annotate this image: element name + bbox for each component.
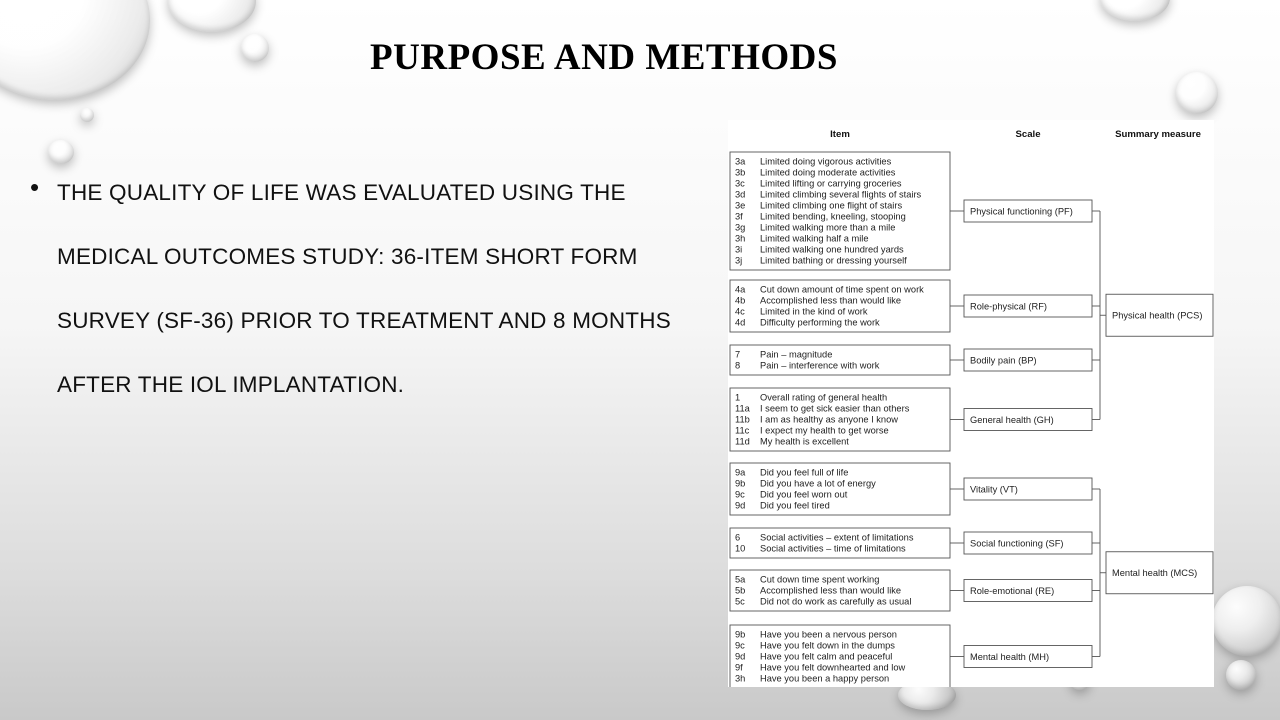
item-code: 5c <box>735 596 745 607</box>
item-code: 3b <box>735 167 746 178</box>
item-text: My health is excellent <box>760 436 849 447</box>
item-text: Did you feel full of life <box>760 467 849 478</box>
item-text: Pain – interference with work <box>760 360 880 371</box>
item-code: 3e <box>735 200 746 211</box>
item-code: 3c <box>735 178 745 189</box>
scale-label: Social functioning (SF) <box>970 538 1064 549</box>
bubble-decoration <box>1226 660 1256 690</box>
item-code: 4c <box>735 306 745 317</box>
scale-label: General health (GH) <box>970 414 1054 425</box>
scale-label: Role-physical (RF) <box>970 301 1047 312</box>
item-text: Have you been a happy person <box>760 673 890 684</box>
item-code: 7 <box>735 349 741 360</box>
item-text: Limited walking more than a mile <box>760 222 896 233</box>
header-item: Item <box>830 129 850 140</box>
item-code: 9d <box>735 500 746 511</box>
item-code: 9b <box>735 478 746 489</box>
scale-label: Role-emotional (RE) <box>970 585 1055 596</box>
header-summary: Summary measure <box>1115 129 1201 140</box>
item-text: Did you feel worn out <box>760 489 848 500</box>
scale-label: Vitality (VT) <box>970 484 1018 495</box>
bubble-decoration <box>1100 0 1170 21</box>
scale-label: Mental health (MH) <box>970 651 1050 662</box>
item-text: Did you have a lot of energy <box>760 478 876 489</box>
item-code: 3h <box>735 673 746 684</box>
sf36-diagram-svg <box>728 120 1214 687</box>
item-code: 4d <box>735 317 746 328</box>
scale-label: Bodily pain (BP) <box>970 355 1037 366</box>
item-text: Pain – magnitude <box>760 349 833 360</box>
item-code: 1 <box>735 392 741 403</box>
item-code: 9f <box>735 662 743 673</box>
item-code: 9d <box>735 651 746 662</box>
page-title: PURPOSE AND METHODS <box>370 37 838 78</box>
bullet-line: MEDICAL OUTCOMES STUDY: 36-ITEM SHORT FORM <box>57 244 638 269</box>
item-text: Have you been a nervous person <box>760 629 897 640</box>
item-text: Have you felt down in the dumps <box>760 640 895 651</box>
item-code: 4a <box>735 284 746 295</box>
item-code: 11b <box>735 414 750 425</box>
item-text: Limited walking half a mile <box>760 233 869 244</box>
item-code: 8 <box>735 360 741 371</box>
item-code: 3i <box>735 244 743 255</box>
bullet-line: SURVEY (SF-36) PRIOR TO TREATMENT AND 8 MONTHS <box>57 308 671 333</box>
item-text: Did you feel tired <box>760 500 830 511</box>
item-code: 9c <box>735 489 745 500</box>
item-code: 3g <box>735 222 746 233</box>
summary-label: Physical health (PCS) <box>1112 310 1203 321</box>
scale-label: Physical functioning (PF) <box>970 206 1073 217</box>
bubble-decoration <box>48 140 74 164</box>
item-code: 9c <box>735 640 745 651</box>
item-text: I expect my health to get worse <box>760 425 889 436</box>
item-text: Limited in the kind of work <box>760 306 868 317</box>
sf36-structure-diagram <box>728 120 1214 687</box>
item-text: Accomplished less than would like <box>760 585 902 596</box>
item-code: 10 <box>735 543 746 554</box>
bubble-decoration <box>80 108 94 122</box>
item-code: 9a <box>735 467 746 478</box>
item-text: Did not do work as carefully as usual <box>760 596 912 607</box>
item-text: Limited lifting or carrying groceries <box>760 178 902 189</box>
item-text: Have you felt calm and peaceful <box>760 651 893 662</box>
item-text: Have you felt downhearted and low <box>760 662 906 673</box>
summary-label: Mental health (MCS) <box>1112 568 1198 579</box>
item-code: 5b <box>735 585 746 596</box>
item-text: Limited bathing or dressing yourself <box>760 255 907 266</box>
bubble-decoration <box>168 0 256 32</box>
item-code: 11c <box>735 425 750 436</box>
item-code: 3d <box>735 189 746 200</box>
item-text: Difficulty performing the work <box>760 317 880 328</box>
item-text: Overall rating of general health <box>760 392 888 403</box>
item-code: 3h <box>735 233 746 244</box>
item-text: Limited doing moderate activities <box>760 167 896 178</box>
bullet-line: AFTER THE IOL IMPLANTATION. <box>57 372 405 397</box>
item-code: 3f <box>735 211 743 222</box>
header-scale: Scale <box>1015 129 1041 140</box>
item-code: 4b <box>735 295 746 306</box>
item-code: 5a <box>735 574 746 585</box>
item-text: Accomplished less than would like <box>760 295 902 306</box>
item-text: Limited climbing several flights of stairs <box>760 189 922 200</box>
item-text: I am as healthy as anyone I know <box>760 414 898 425</box>
item-code: 11a <box>735 403 750 414</box>
item-text: Limited bending, kneeling, stooping <box>760 211 906 222</box>
item-code: 3a <box>735 156 746 167</box>
bubble-decoration <box>1212 586 1280 656</box>
item-text: Social activities – extent of limitations <box>760 532 914 543</box>
item-text: Limited doing vigorous activities <box>760 156 892 167</box>
item-text: I seem to get sick easier than others <box>760 403 910 414</box>
item-text: Cut down amount of time spent on work <box>760 284 924 295</box>
item-text: Cut down time spent working <box>760 574 880 585</box>
item-text: Limited climbing one flight of stairs <box>760 200 903 211</box>
item-text: Limited walking one hundred yards <box>760 244 904 255</box>
item-code: 3j <box>735 255 743 266</box>
item-text: Social activities – time of limitations <box>760 543 906 554</box>
item-code: 11d <box>735 436 750 447</box>
item-code: 6 <box>735 532 741 543</box>
bullet-marker: • <box>30 172 40 202</box>
bullet-line: THE QUALITY OF LIFE WAS EVALUATED USING THE <box>57 180 626 205</box>
item-code: 9b <box>735 629 746 640</box>
